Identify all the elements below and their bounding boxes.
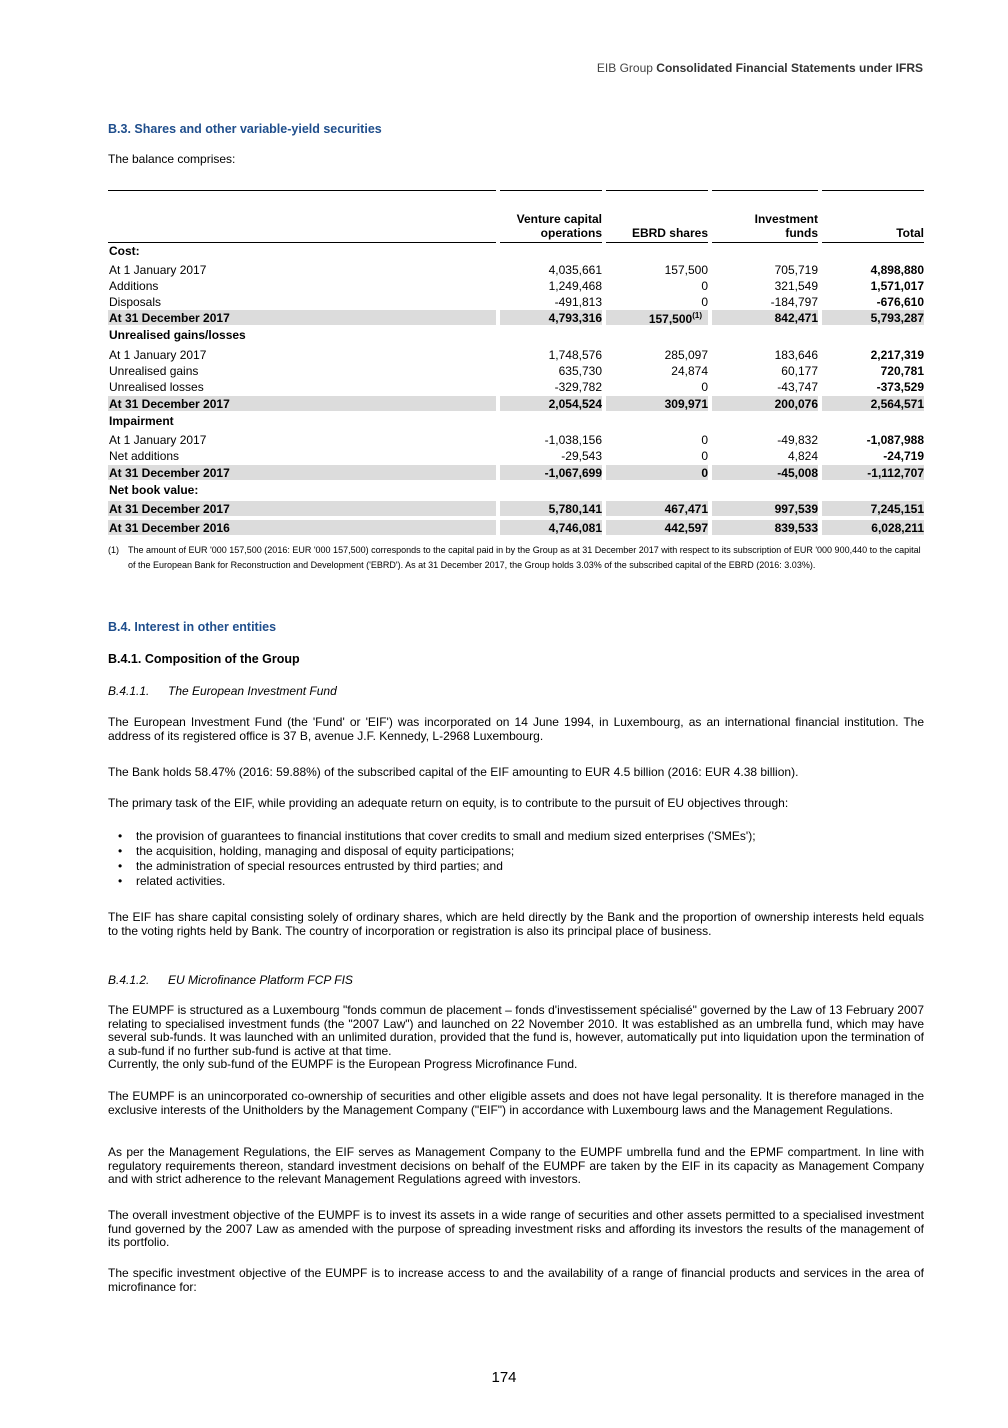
- paragraph: Currently, the only sub-fund of the EUMPF is the European Progress Microfinance Fund.: [108, 1057, 578, 1071]
- paragraph: As per the Management Regulations, the EIF serves as Management Company to the EUMPF umbrella fund and the EPMF compartment. In line with regulatory requirements thereon, standard investment decisions on behalf of the EUMPF are taken by the EIF in its capacity as Management Company and with strict adherence to the relevant Management Regulations agreed with investors.: [108, 1145, 924, 1186]
- table-row: Net additions -29,543 0 4,824 -24,719: [109, 449, 924, 463]
- table-row: Net book value:: [109, 483, 199, 497]
- table-row: At 1 January 2017 1,748,576 285,097 183,646 2,217,319: [109, 348, 924, 362]
- col-header-venture: Venture capital operations: [516, 212, 602, 240]
- table-row-total: At 31 December 2017 5,780,141 467,471 997,539 7,245,151: [109, 502, 924, 516]
- subsection-heading-b411: B.4.1.1. The European Investment Fund: [108, 684, 337, 698]
- table-row: Additions 1,249,468 0 321,549 1,571,017: [109, 279, 924, 293]
- col-header-ebrd: EBRD shares: [631, 226, 708, 240]
- table-row: Unrealised gains 635,730 24,874 60,177 720,781: [109, 364, 924, 378]
- page-header: [597, 61, 923, 75]
- header-title: Consolidated Financial Statements under IFRS: [656, 61, 923, 75]
- table-row-total: At 31 December 2017 4,793,316 157,500$^{(1)}$ 842,471 5,793,287: [109, 311, 924, 326]
- page-number: 174: [491, 1369, 517, 1386]
- list-item: • related activities.: [108, 874, 756, 889]
- subsection-heading-b41: B.4.1. Composition of the Group: [108, 652, 300, 666]
- paragraph: The Bank holds 58.47% (2016: 59.88%) of the subscribed capital of the EIF amounting to EUR 4.5 billion (2016: EUR 4.38 billion).: [108, 765, 799, 779]
- paragraph: The EUMPF is an unincorporated co-ownership of securities and other eligible assets and does not have legal personality. It is therefore managed in the exclusive interests of the Unitholders by the Management Company ("EIF") in accordance with Luxembourg laws and the Management Regulations.: [108, 1089, 924, 1117]
- table-row-total: At 31 December 2017 -1,067,699 0 -45,008 -1,112,707: [109, 466, 924, 480]
- section-heading-b4: B.4. Interest in other entities: [108, 620, 277, 634]
- list-item: • the acquisition, holding, managing and disposal of equity participations;: [108, 844, 756, 859]
- table-row: Impairment: [109, 414, 174, 428]
- section-heading-b3: B.3. Shares and other variable-yield securities: [108, 122, 382, 136]
- paragraph: The EUMPF is structured as a Luxembourg "fonds commun de placement – fonds d'investissement spécialisé" governed by the Law of 13 February 2007 relating to specialised investment funds (the "2007 Law") and launched on 22 November 2010. It was established as an umbrella fund, which may have several sub-funds. It was launched with an unlimited duration, provided that the fund is, however, automatically put into liquidation upon the termination of a sub-fund if no further sub-fund is active at that time.: [108, 1003, 924, 1058]
- paragraph: The primary task of the EIF, while providing an adequate return on equity, is to contribute to the pursuit of EU objectives through:: [108, 796, 789, 810]
- table-footnote: (1) The amount of EUR '000 157,500 (2016: EUR '000 157,500) corresponds to the capital paid in by the Group as at 31 December 2017 with respect to its subscription of EUR '000 900,440 to the capital of the European Bank for Reconstruction and Development ('EBRD'). As at 31 December 2017, the Group holds 3.03% of the subscribed capital of the EBRD (2016: 3.03%).: [108, 545, 921, 570]
- table-row: Unrealised losses -329,782 0 -43,747 -373,529: [109, 380, 924, 394]
- footnote-marker: (1): [692, 311, 702, 320]
- col-header-total: Total: [896, 226, 924, 240]
- table-row: Cost:: [109, 244, 140, 258]
- subsection-heading-b412: B.4.1.2. EU Microfinance Platform FCP FIS: [108, 973, 353, 987]
- table-row-total: At 31 December 2017 2,054,524 309,971 200,076 2,564,571: [109, 397, 924, 411]
- col-header-investment-funds: Investment funds: [754, 212, 818, 240]
- table-row-total: At 31 December 2016 4,746,081 442,597 839,533 6,028,211: [109, 521, 924, 535]
- table-row: At 1 January 2017 4,035,661 157,500 705,719 4,898,880: [109, 263, 924, 277]
- paragraph: The European Investment Fund (the 'Fund' or 'EIF') was incorporated on 14 June 1994, in Luxembourg, as an international financial institution. The address of its registered office is 37 B, avenue J.F. Kennedy, L-2968 Luxembourg.: [108, 715, 924, 743]
- table-row: Unrealised gains/losses: [109, 328, 246, 342]
- list-item: • the provision of guarantees to financial institutions that cover credits to small and medium sized enterprises ('SMEs');: [108, 829, 756, 844]
- table-row: Disposals -491,813 0 -184,797 -676,610: [109, 295, 924, 309]
- table-row: At 1 January 2017 -1,038,156 0 -49,832 -1,087,988: [109, 433, 924, 447]
- bullet-list: [108, 829, 756, 889]
- paragraph: The specific investment objective of the EUMPF is to increase access to and the availability of a range of financial products and services in the area of microfinance for:: [108, 1266, 924, 1294]
- header-prefix: EIB Group: [596, 61, 653, 75]
- paragraph: The overall investment objective of the EUMPF is to invest its assets in a wide range of securities and other assets permitted to a specialised investment fund governed by the 2007 Law as amended with the purpose of spreading investment risks and affording its investors the results of the management of its portfolio.: [108, 1208, 924, 1249]
- paragraph: The EIF has share capital consisting solely of ordinary shares, which are held directly by the Bank and the proportion of ownership interests held equals to the voting rights held by Bank. The country of incorporation or registration is also its principal place of business.: [108, 910, 924, 938]
- b3-intro: The balance comprises:: [108, 152, 236, 166]
- list-item: • the administration of special resources entrusted by third parties; and: [108, 859, 756, 874]
